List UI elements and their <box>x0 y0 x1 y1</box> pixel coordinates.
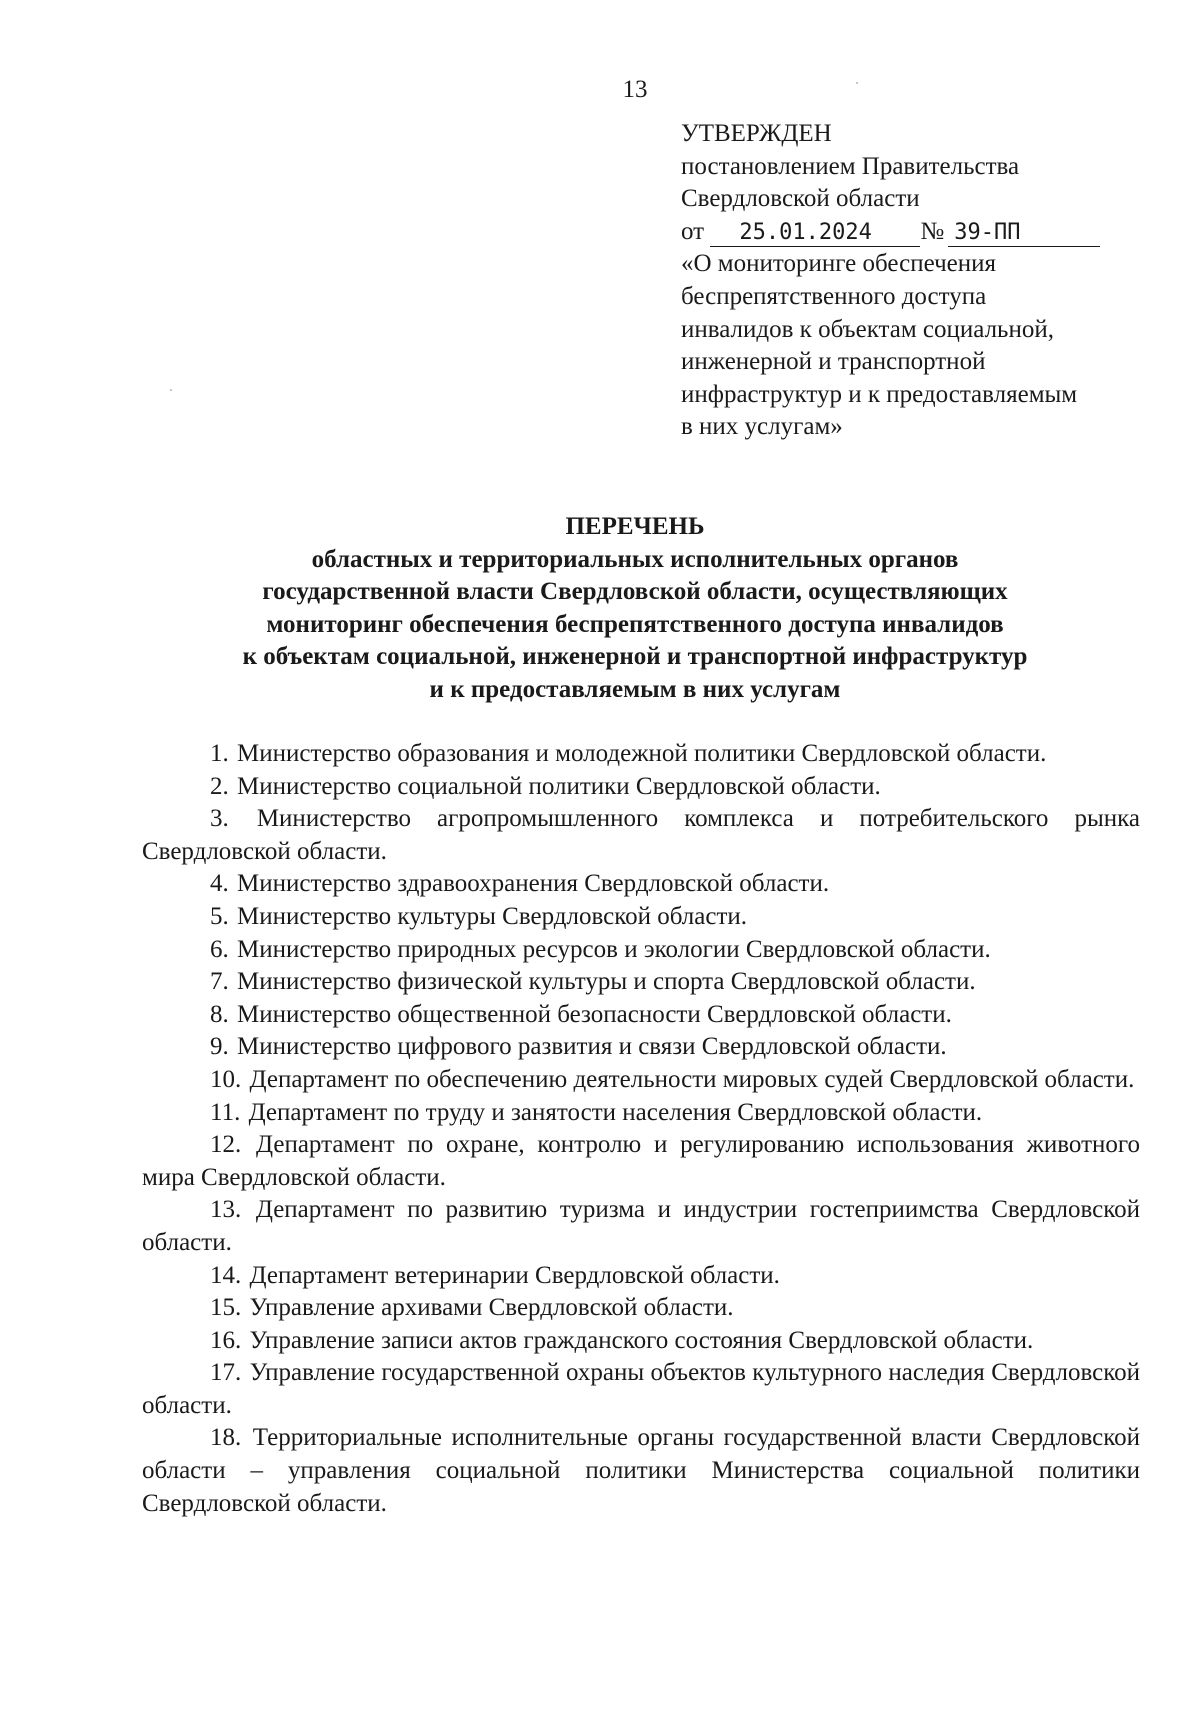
list-item-number: 3. <box>210 805 229 833</box>
list-item <box>142 1422 1140 1520</box>
list-item <box>142 738 1140 771</box>
list-item <box>142 1325 1140 1358</box>
list-item <box>142 1064 1140 1097</box>
decree-subject-line: инфраструктур и к предоставляемым <box>681 380 1078 408</box>
list-item-number: 13. <box>210 1196 242 1224</box>
decree-subject-line: инвалидов к объектам социальной, <box>681 315 1054 343</box>
list-item-number: 11. <box>210 1098 241 1126</box>
list-item-number: 10. <box>210 1065 242 1093</box>
list-item-number: 7. <box>210 968 229 996</box>
approval-title: УТВЕРЖДЕН <box>681 120 832 147</box>
list-item <box>142 771 1140 804</box>
list-item <box>142 1031 1140 1064</box>
list-item-text: Управление архивами Свердловской области. <box>249 1294 734 1322</box>
page-number: 13 <box>622 76 648 103</box>
list-item <box>142 1260 1140 1293</box>
list-item-text: Управление записи актов гражданского состояния Свердловской области. <box>249 1326 1034 1354</box>
approval-line-2: Свердловской области <box>681 185 920 213</box>
scan-speck <box>856 82 858 84</box>
heading-subtitle-line: государственной власти Свердловской области, осуществляющих <box>262 578 1008 606</box>
list-item-text: Департамент по обеспечению деятельности мировых судей Свердловской области. <box>249 1065 1135 1093</box>
decree-date: 25.01.2024 <box>710 220 920 247</box>
list-item-number: 16. <box>210 1326 242 1354</box>
heading-subtitle-line: областных и территориальных исполнительных органов <box>311 545 959 573</box>
list-item-number: 8. <box>210 1000 229 1028</box>
list-item-text: Департамент по труду и занятости населения Свердловской области. <box>248 1098 983 1126</box>
list-item-text: Департамент по развитию туризма и индустрии гостеприимства Свердловской области. <box>142 1196 1141 1256</box>
list-item <box>142 868 1140 901</box>
list-item-number: 5. <box>210 902 229 930</box>
list-item <box>142 901 1140 934</box>
heading-title: ПЕРЕЧЕНЬ <box>565 513 705 540</box>
decree-number: 39-ПП <box>948 220 1100 247</box>
list-item-number: 14. <box>210 1261 242 1289</box>
list-item-number: 18. <box>210 1424 242 1452</box>
approval-line-1: постановлением Правительства <box>681 152 1020 180</box>
list-item <box>142 1292 1140 1325</box>
list-item-number: 15. <box>210 1294 242 1322</box>
list-item-text: Территориальные исполнительные органы государственной власти Свердловской области – управления социальной политики Министерства социальной политики Свердловской области. <box>142 1424 1140 1517</box>
heading-subtitle-line: к объектам социальной, инженерной и транспортной инфраструктур <box>242 643 1028 671</box>
list-item <box>142 1357 1140 1422</box>
organ-list <box>142 738 1140 1520</box>
list-item-text: Департамент по охране, контролю и регулированию использования животного мира Свердловской области. <box>142 1131 1140 1191</box>
list-item-number: 12. <box>210 1131 242 1159</box>
number-label: № <box>920 217 945 245</box>
list-item <box>142 934 1140 967</box>
heading-subtitle-line: мониторинг обеспечения беспрепятственного доступа инвалидов <box>266 610 1004 638</box>
document-heading <box>0 511 1200 707</box>
list-item-text: Департамент ветеринарии Свердловской области. <box>249 1261 780 1289</box>
list-item <box>142 1194 1140 1259</box>
list-item-number: 1. <box>210 740 229 767</box>
list-item-number: 6. <box>210 935 229 963</box>
decree-subject-line: инженерной и транспортной <box>681 348 986 376</box>
list-item-text: Министерство культуры Свердловской области. <box>237 902 748 930</box>
list-item-text: Министерство физической культуры и спорта Свердловской области. <box>237 968 976 996</box>
approval-stamp-block <box>681 118 1151 444</box>
list-item-text: Управление государственной охраны объектов культурного наследия Свердловской области. <box>142 1359 1141 1419</box>
list-item <box>142 966 1140 999</box>
list-item-number: 2. <box>210 772 229 800</box>
decree-subject-line: беспрепятственного доступа <box>681 282 987 310</box>
from-label: от <box>681 217 705 245</box>
decree-date-number-line <box>681 216 1151 249</box>
decree-subject-line: в них услугам» <box>681 413 843 441</box>
list-item-number: 9. <box>210 1033 229 1061</box>
list-item-text: Министерство образования и молодежной политики Свердловской области. <box>237 740 1047 767</box>
list-item <box>142 999 1140 1032</box>
list-item <box>142 803 1140 868</box>
list-item-number: 17. <box>210 1359 242 1387</box>
heading-subtitle-line: и к предоставляемым в них услугам <box>429 675 841 703</box>
list-item-text: Министерство социальной политики Свердловской области. <box>237 772 881 800</box>
list-item <box>142 1097 1140 1130</box>
list-item-text: Министерство цифрового развития и связи Свердловской области. <box>237 1033 947 1061</box>
list-item-text: Министерство общественной безопасности Свердловской области. <box>237 1000 952 1028</box>
decree-subject-line: «О мониторинге обеспечения <box>681 250 996 278</box>
list-item-text: Министерство здравоохранения Свердловской области. <box>237 870 830 898</box>
list-item <box>142 1129 1140 1194</box>
list-item-text: Министерство агропромышленного комплекса и потребительского рынка Свердловской области. <box>142 805 1141 865</box>
list-item-number: 4. <box>210 870 229 898</box>
list-item-text: Министерство природных ресурсов и экологии Свердловской области. <box>237 935 991 963</box>
scan-speck <box>170 389 172 391</box>
